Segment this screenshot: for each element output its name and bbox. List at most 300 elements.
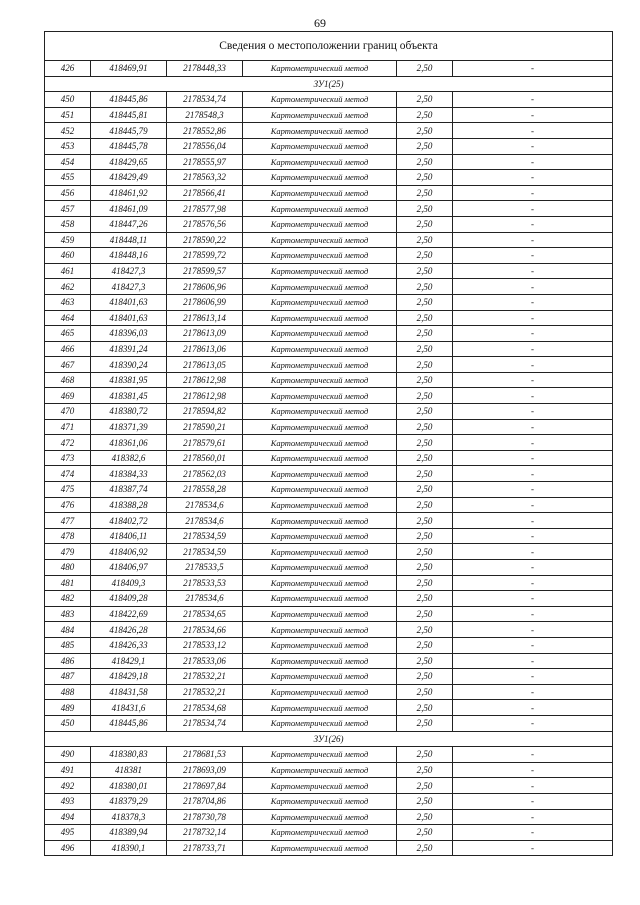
cell-point-number: 463 xyxy=(45,294,91,310)
cell-coord-y: 2178558,28 xyxy=(167,482,243,498)
table-row xyxy=(45,778,613,794)
cell-coord-x: 418406,92 xyxy=(91,544,167,560)
table-row xyxy=(45,825,613,841)
cell-description: - xyxy=(453,310,613,326)
cell-point-number: 454 xyxy=(45,154,91,170)
table-row xyxy=(45,279,613,295)
cell-coord-x: 418402,72 xyxy=(91,513,167,529)
cell-method: Картометрический метод xyxy=(243,185,397,201)
table-row xyxy=(45,700,613,716)
table-row xyxy=(45,138,613,154)
cell-accuracy: 2,50 xyxy=(397,357,453,373)
cell-point-number: 426 xyxy=(45,61,91,77)
cell-description: - xyxy=(453,700,613,716)
cell-description: - xyxy=(453,92,613,108)
cell-method: Картометрический метод xyxy=(243,326,397,342)
cell-coord-x: 418401,63 xyxy=(91,294,167,310)
cell-method: Картометрический метод xyxy=(243,513,397,529)
section-header-row xyxy=(45,76,613,92)
cell-point-number: 496 xyxy=(45,840,91,856)
cell-point-number: 470 xyxy=(45,404,91,420)
cell-method: Картометрический метод xyxy=(243,107,397,123)
cell-coord-x: 418445,79 xyxy=(91,123,167,139)
cell-coord-x: 418406,97 xyxy=(91,560,167,576)
cell-method: Картометрический метод xyxy=(243,591,397,607)
cell-accuracy: 2,50 xyxy=(397,326,453,342)
table-row xyxy=(45,61,613,77)
cell-description: - xyxy=(453,684,613,700)
cell-method: Картометрический метод xyxy=(243,606,397,622)
cell-coord-y: 2178532,21 xyxy=(167,684,243,700)
cell-method: Картометрический метод xyxy=(243,372,397,388)
cell-coord-y: 2178606,99 xyxy=(167,294,243,310)
cell-coord-y: 2178560,01 xyxy=(167,450,243,466)
cell-coord-x: 418384,33 xyxy=(91,466,167,482)
table-row xyxy=(45,450,613,466)
cell-coord-y: 2178599,72 xyxy=(167,248,243,264)
table-title-row xyxy=(45,32,613,61)
table-row xyxy=(45,466,613,482)
table-title: Сведения о местоположении границ объекта xyxy=(45,32,613,61)
cell-point-number: 488 xyxy=(45,684,91,700)
cell-coord-y: 2178534,6 xyxy=(167,497,243,513)
cell-coord-y: 2178556,04 xyxy=(167,138,243,154)
cell-point-number: 453 xyxy=(45,138,91,154)
cell-description: - xyxy=(453,154,613,170)
cell-coord-x: 418431,58 xyxy=(91,684,167,700)
cell-accuracy: 2,50 xyxy=(397,341,453,357)
cell-point-number: 489 xyxy=(45,700,91,716)
cell-method: Картометрический метод xyxy=(243,279,397,295)
table-row xyxy=(45,762,613,778)
cell-coord-y: 2178532,21 xyxy=(167,669,243,685)
cell-description: - xyxy=(453,622,613,638)
cell-method: Картометрический метод xyxy=(243,123,397,139)
cell-point-number: 481 xyxy=(45,575,91,591)
cell-accuracy: 2,50 xyxy=(397,185,453,201)
table-row xyxy=(45,513,613,529)
table-row xyxy=(45,747,613,763)
cell-description: - xyxy=(453,248,613,264)
cell-coord-x: 418469,91 xyxy=(91,61,167,77)
cell-coord-x: 418429,1 xyxy=(91,653,167,669)
cell-accuracy: 2,50 xyxy=(397,793,453,809)
cell-coord-y: 2178534,6 xyxy=(167,591,243,607)
cell-description: - xyxy=(453,170,613,186)
cell-accuracy: 2,50 xyxy=(397,404,453,420)
cell-coord-y: 2178613,09 xyxy=(167,326,243,342)
cell-coord-y: 2178733,71 xyxy=(167,840,243,856)
cell-point-number: 464 xyxy=(45,310,91,326)
cell-accuracy: 2,50 xyxy=(397,622,453,638)
cell-coord-x: 418445,86 xyxy=(91,715,167,731)
cell-accuracy: 2,50 xyxy=(397,435,453,451)
cell-coord-y: 2178599,57 xyxy=(167,263,243,279)
cell-method: Картометрический метод xyxy=(243,747,397,763)
cell-method: Картометрический метод xyxy=(243,310,397,326)
cell-coord-x: 418426,33 xyxy=(91,637,167,653)
cell-coord-y: 2178562,03 xyxy=(167,466,243,482)
cell-point-number: 494 xyxy=(45,809,91,825)
cell-accuracy: 2,50 xyxy=(397,669,453,685)
cell-coord-y: 2178534,68 xyxy=(167,700,243,716)
cell-coord-y: 2178704,86 xyxy=(167,793,243,809)
cell-method: Картометрический метод xyxy=(243,419,397,435)
cell-coord-x: 418406,11 xyxy=(91,528,167,544)
cell-description: - xyxy=(453,61,613,77)
cell-point-number: 469 xyxy=(45,388,91,404)
table-row xyxy=(45,435,613,451)
cell-coord-x: 418409,3 xyxy=(91,575,167,591)
cell-method: Картометрический метод xyxy=(243,248,397,264)
cell-accuracy: 2,50 xyxy=(397,637,453,653)
cell-point-number: 484 xyxy=(45,622,91,638)
table-row xyxy=(45,310,613,326)
cell-coord-x: 418389,94 xyxy=(91,825,167,841)
cell-coord-y: 2178606,96 xyxy=(167,279,243,295)
cell-method: Картометрический метод xyxy=(243,216,397,232)
cell-description: - xyxy=(453,341,613,357)
table-row xyxy=(45,357,613,373)
cell-point-number: 490 xyxy=(45,747,91,763)
cell-accuracy: 2,50 xyxy=(397,372,453,388)
cell-coord-y: 2178533,12 xyxy=(167,637,243,653)
cell-accuracy: 2,50 xyxy=(397,107,453,123)
cell-method: Картометрический метод xyxy=(243,700,397,716)
cell-method: Картометрический метод xyxy=(243,825,397,841)
table-row xyxy=(45,341,613,357)
cell-method: Картометрический метод xyxy=(243,637,397,653)
cell-description: - xyxy=(453,606,613,622)
cell-description: - xyxy=(453,528,613,544)
table-row xyxy=(45,622,613,638)
table-row xyxy=(45,216,613,232)
cell-method: Картометрический метод xyxy=(243,154,397,170)
cell-point-number: 479 xyxy=(45,544,91,560)
cell-point-number: 492 xyxy=(45,778,91,794)
table-row xyxy=(45,591,613,607)
cell-coord-y: 2178555,97 xyxy=(167,154,243,170)
cell-point-number: 493 xyxy=(45,793,91,809)
cell-accuracy: 2,50 xyxy=(397,606,453,622)
cell-point-number: 474 xyxy=(45,466,91,482)
table-row xyxy=(45,482,613,498)
cell-coord-x: 418378,3 xyxy=(91,809,167,825)
table-row xyxy=(45,560,613,576)
cell-coord-y: 2178594,82 xyxy=(167,404,243,420)
cell-coord-y: 2178613,06 xyxy=(167,341,243,357)
cell-coord-x: 418427,3 xyxy=(91,279,167,295)
cell-method: Картометрический метод xyxy=(243,544,397,560)
cell-coord-y: 2178534,59 xyxy=(167,528,243,544)
cell-coord-x: 418409,28 xyxy=(91,591,167,607)
cell-description: - xyxy=(453,513,613,529)
table-row xyxy=(45,185,613,201)
table-row xyxy=(45,419,613,435)
table-row xyxy=(45,404,613,420)
cell-coord-x: 418380,72 xyxy=(91,404,167,420)
cell-accuracy: 2,50 xyxy=(397,170,453,186)
cell-coord-x: 418381,95 xyxy=(91,372,167,388)
cell-method: Картометрический метод xyxy=(243,793,397,809)
cell-description: - xyxy=(453,435,613,451)
cell-description: - xyxy=(453,482,613,498)
cell-accuracy: 2,50 xyxy=(397,279,453,295)
cell-accuracy: 2,50 xyxy=(397,513,453,529)
cell-description: - xyxy=(453,123,613,139)
cell-method: Картометрический метод xyxy=(243,341,397,357)
cell-method: Картометрический метод xyxy=(243,715,397,731)
cell-point-number: 455 xyxy=(45,170,91,186)
cell-description: - xyxy=(453,419,613,435)
cell-coord-x: 418445,81 xyxy=(91,107,167,123)
cell-method: Картометрический метод xyxy=(243,809,397,825)
cell-method: Картометрический метод xyxy=(243,840,397,856)
cell-description: - xyxy=(453,263,613,279)
cell-coord-y: 2178552,86 xyxy=(167,123,243,139)
cell-point-number: 460 xyxy=(45,248,91,264)
cell-method: Картометрический метод xyxy=(243,170,397,186)
cell-coord-y: 2178613,14 xyxy=(167,310,243,326)
cell-accuracy: 2,50 xyxy=(397,560,453,576)
cell-accuracy: 2,50 xyxy=(397,232,453,248)
cell-point-number: 468 xyxy=(45,372,91,388)
cell-description: - xyxy=(453,201,613,217)
cell-description: - xyxy=(453,404,613,420)
cell-coord-x: 418445,86 xyxy=(91,92,167,108)
cell-point-number: 457 xyxy=(45,201,91,217)
cell-accuracy: 2,50 xyxy=(397,747,453,763)
cell-accuracy: 2,50 xyxy=(397,294,453,310)
cell-description: - xyxy=(453,372,613,388)
cell-method: Картометрический метод xyxy=(243,528,397,544)
cell-coord-x: 418381,45 xyxy=(91,388,167,404)
cell-description: - xyxy=(453,669,613,685)
cell-coord-y: 2178534,74 xyxy=(167,715,243,731)
cell-coord-x: 418426,28 xyxy=(91,622,167,638)
cell-accuracy: 2,50 xyxy=(397,216,453,232)
table-row xyxy=(45,170,613,186)
table-row xyxy=(45,263,613,279)
cell-accuracy: 2,50 xyxy=(397,123,453,139)
cell-coord-x: 418401,63 xyxy=(91,310,167,326)
cell-coord-y: 2178534,59 xyxy=(167,544,243,560)
cell-point-number: 450 xyxy=(45,715,91,731)
table-row xyxy=(45,154,613,170)
cell-coord-y: 2178548,3 xyxy=(167,107,243,123)
cell-point-number: 451 xyxy=(45,107,91,123)
cell-description: - xyxy=(453,809,613,825)
section-title: ЗУ1(26) xyxy=(45,731,613,747)
cell-accuracy: 2,50 xyxy=(397,528,453,544)
cell-accuracy: 2,50 xyxy=(397,201,453,217)
cell-point-number: 475 xyxy=(45,482,91,498)
table-row xyxy=(45,544,613,560)
cell-accuracy: 2,50 xyxy=(397,497,453,513)
cell-coord-y: 2178448,33 xyxy=(167,61,243,77)
cell-coord-x: 418445,78 xyxy=(91,138,167,154)
cell-description: - xyxy=(453,747,613,763)
section-header-row xyxy=(45,731,613,747)
cell-method: Картометрический метод xyxy=(243,466,397,482)
cell-point-number: 473 xyxy=(45,450,91,466)
cell-coord-y: 2178681,53 xyxy=(167,747,243,763)
cell-coord-y: 2178590,22 xyxy=(167,232,243,248)
cell-accuracy: 2,50 xyxy=(397,138,453,154)
cell-description: - xyxy=(453,326,613,342)
cell-coord-x: 418380,01 xyxy=(91,778,167,794)
cell-description: - xyxy=(453,840,613,856)
cell-method: Картометрический метод xyxy=(243,404,397,420)
cell-coord-x: 418371,39 xyxy=(91,419,167,435)
table-row xyxy=(45,201,613,217)
cell-coord-x: 418447,26 xyxy=(91,216,167,232)
cell-accuracy: 2,50 xyxy=(397,684,453,700)
cell-coord-y: 2178534,65 xyxy=(167,606,243,622)
cell-method: Картометрический метод xyxy=(243,778,397,794)
table-row xyxy=(45,606,613,622)
table-row xyxy=(45,107,613,123)
cell-accuracy: 2,50 xyxy=(397,778,453,794)
cell-coord-x: 418429,49 xyxy=(91,170,167,186)
cell-description: - xyxy=(453,637,613,653)
cell-coord-x: 418390,1 xyxy=(91,840,167,856)
cell-coord-x: 418380,83 xyxy=(91,747,167,763)
cell-accuracy: 2,50 xyxy=(397,840,453,856)
cell-method: Картометрический метод xyxy=(243,653,397,669)
cell-coord-x: 418396,03 xyxy=(91,326,167,342)
cell-coord-x: 418382,6 xyxy=(91,450,167,466)
cell-coord-y: 2178697,84 xyxy=(167,778,243,794)
cell-coord-y: 2178566,41 xyxy=(167,185,243,201)
cell-point-number: 482 xyxy=(45,591,91,607)
table-row xyxy=(45,653,613,669)
table-row xyxy=(45,326,613,342)
cell-description: - xyxy=(453,138,613,154)
cell-accuracy: 2,50 xyxy=(397,388,453,404)
table-row xyxy=(45,372,613,388)
cell-accuracy: 2,50 xyxy=(397,700,453,716)
cell-point-number: 466 xyxy=(45,341,91,357)
cell-method: Картометрический метод xyxy=(243,622,397,638)
cell-description: - xyxy=(453,450,613,466)
cell-point-number: 477 xyxy=(45,513,91,529)
cell-description: - xyxy=(453,388,613,404)
cell-coord-y: 2178693,09 xyxy=(167,762,243,778)
table-row xyxy=(45,715,613,731)
cell-method: Картометрический метод xyxy=(243,263,397,279)
cell-point-number: 467 xyxy=(45,357,91,373)
page-number: 69 xyxy=(314,16,326,30)
cell-description: - xyxy=(453,294,613,310)
cell-method: Картометрический метод xyxy=(243,669,397,685)
cell-point-number: 486 xyxy=(45,653,91,669)
cell-accuracy: 2,50 xyxy=(397,653,453,669)
cell-point-number: 480 xyxy=(45,560,91,576)
cell-coord-x: 418429,18 xyxy=(91,669,167,685)
cell-coord-x: 418361,06 xyxy=(91,435,167,451)
cell-coord-x: 418422,69 xyxy=(91,606,167,622)
cell-description: - xyxy=(453,778,613,794)
cell-coord-y: 2178612,98 xyxy=(167,388,243,404)
cell-description: - xyxy=(453,544,613,560)
cell-coord-y: 2178533,5 xyxy=(167,560,243,576)
cell-description: - xyxy=(453,497,613,513)
cell-method: Картометрический метод xyxy=(243,92,397,108)
cell-coord-y: 2178533,53 xyxy=(167,575,243,591)
cell-point-number: 478 xyxy=(45,528,91,544)
cell-description: - xyxy=(453,466,613,482)
table-row xyxy=(45,92,613,108)
cell-point-number: 452 xyxy=(45,123,91,139)
cell-description: - xyxy=(453,793,613,809)
cell-coord-y: 2178534,74 xyxy=(167,92,243,108)
cell-coord-x: 418381 xyxy=(91,762,167,778)
cell-coord-x: 418448,11 xyxy=(91,232,167,248)
cell-description: - xyxy=(453,232,613,248)
cell-point-number: 476 xyxy=(45,497,91,513)
cell-accuracy: 2,50 xyxy=(397,591,453,607)
cell-description: - xyxy=(453,107,613,123)
table-row xyxy=(45,123,613,139)
cell-coord-y: 2178534,66 xyxy=(167,622,243,638)
table-row xyxy=(45,684,613,700)
cell-accuracy: 2,50 xyxy=(397,92,453,108)
cell-point-number: 495 xyxy=(45,825,91,841)
cell-description: - xyxy=(453,715,613,731)
cell-coord-x: 418427,3 xyxy=(91,263,167,279)
cell-accuracy: 2,50 xyxy=(397,248,453,264)
table-row xyxy=(45,637,613,653)
cell-method: Картометрический метод xyxy=(243,388,397,404)
cell-coord-y: 2178534,6 xyxy=(167,513,243,529)
cell-point-number: 487 xyxy=(45,669,91,685)
cell-description: - xyxy=(453,185,613,201)
cell-coord-y: 2178613,05 xyxy=(167,357,243,373)
cell-description: - xyxy=(453,575,613,591)
cell-point-number: 465 xyxy=(45,326,91,342)
cell-accuracy: 2,50 xyxy=(397,154,453,170)
cell-point-number: 483 xyxy=(45,606,91,622)
cell-accuracy: 2,50 xyxy=(397,466,453,482)
cell-coord-x: 418431,6 xyxy=(91,700,167,716)
table-row xyxy=(45,793,613,809)
cell-description: - xyxy=(453,825,613,841)
cell-accuracy: 2,50 xyxy=(397,575,453,591)
cell-description: - xyxy=(453,560,613,576)
cell-point-number: 491 xyxy=(45,762,91,778)
cell-coord-y: 2178563,32 xyxy=(167,170,243,186)
cell-method: Картометрический метод xyxy=(243,201,397,217)
cell-point-number: 456 xyxy=(45,185,91,201)
table-row xyxy=(45,497,613,513)
cell-method: Картометрический метод xyxy=(243,762,397,778)
cell-point-number: 459 xyxy=(45,232,91,248)
cell-method: Картометрический метод xyxy=(243,294,397,310)
cell-method: Картометрический метод xyxy=(243,450,397,466)
cell-point-number: 458 xyxy=(45,216,91,232)
cell-coord-y: 2178732,14 xyxy=(167,825,243,841)
cell-method: Картометрический метод xyxy=(243,684,397,700)
table-row xyxy=(45,575,613,591)
cell-accuracy: 2,50 xyxy=(397,482,453,498)
cell-coord-y: 2178577,98 xyxy=(167,201,243,217)
cell-accuracy: 2,50 xyxy=(397,544,453,560)
cell-point-number: 485 xyxy=(45,637,91,653)
cell-description: - xyxy=(453,762,613,778)
cell-coord-y: 2178612,98 xyxy=(167,372,243,388)
cell-coord-y: 2178590,21 xyxy=(167,419,243,435)
